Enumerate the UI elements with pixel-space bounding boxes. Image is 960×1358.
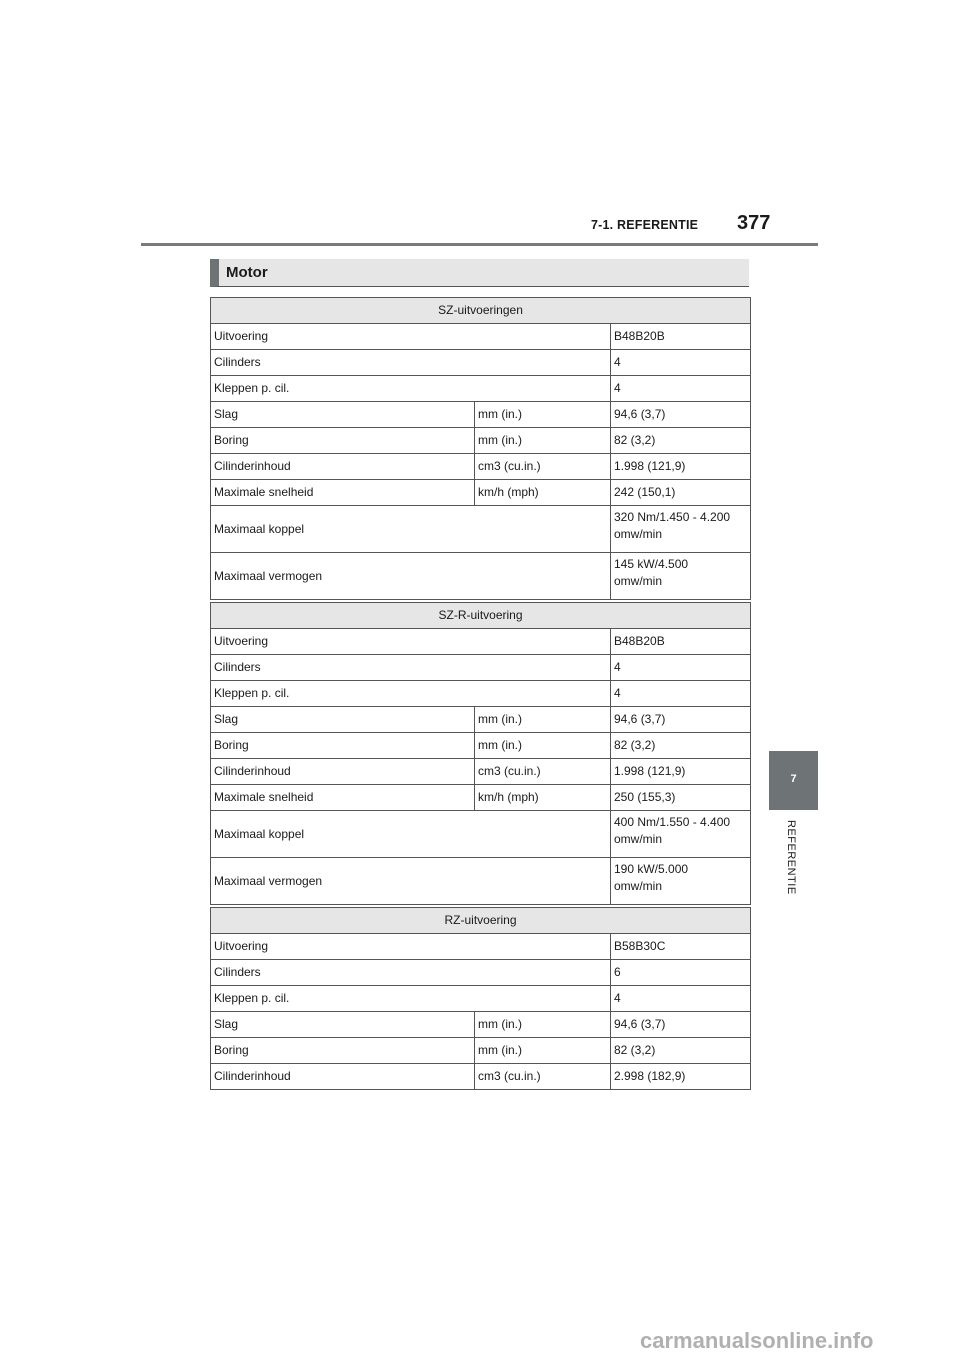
- row-value: 1.998 (121,9): [611, 454, 751, 480]
- table-row: [211, 733, 751, 759]
- row-value: [611, 858, 751, 905]
- row-value: 94,6 (3,7): [611, 402, 751, 428]
- row-label: Kleppen p. cil.: [211, 681, 611, 707]
- table-row: [211, 480, 751, 506]
- table-row: [211, 402, 751, 428]
- row-value: 1.998 (121,9): [611, 759, 751, 785]
- row-value: 4: [611, 655, 751, 681]
- watermark[interactable]: carmanualsonline.info: [640, 1328, 874, 1353]
- row-value: B48B20B: [611, 324, 751, 350]
- table-row: [211, 858, 751, 905]
- value-line-2: omw/min: [614, 574, 663, 588]
- row-label: Cilinderinhoud: [211, 1064, 475, 1090]
- page-number: 377: [737, 212, 771, 234]
- spec-table-sz: [210, 297, 751, 600]
- row-unit: mm (in.): [475, 428, 611, 454]
- table-title: SZ-uitvoeringen: [211, 298, 751, 324]
- table-row: [211, 454, 751, 480]
- table-row: [211, 960, 751, 986]
- chapter-tab[interactable]: 7: [769, 751, 818, 810]
- row-unit: km/h (mph): [475, 480, 611, 506]
- value-line-1: 400 Nm/1.550 - 4.400: [614, 815, 731, 829]
- table-row: [211, 376, 751, 402]
- table-row: [211, 428, 751, 454]
- row-label: Cilinders: [211, 350, 611, 376]
- row-label: Uitvoering: [211, 934, 611, 960]
- row-value: 4: [611, 376, 751, 402]
- row-label: Slag: [211, 707, 475, 733]
- value-line-1: 320 Nm/1.450 - 4.200: [614, 510, 731, 524]
- row-unit: mm (in.): [475, 1038, 611, 1064]
- row-label: Boring: [211, 733, 475, 759]
- table-row: [211, 986, 751, 1012]
- row-label: Kleppen p. cil.: [211, 376, 611, 402]
- section-header: 7-1. REFERENTIE: [591, 218, 699, 232]
- row-value: 94,6 (3,7): [611, 707, 751, 733]
- chapter-label: REFERENTIE: [785, 820, 797, 895]
- table-row: [211, 759, 751, 785]
- value-line-2: omw/min: [614, 527, 663, 541]
- row-value: 94,6 (3,7): [611, 1012, 751, 1038]
- row-label: Uitvoering: [211, 324, 611, 350]
- row-value: 6: [611, 960, 751, 986]
- table-row: [211, 681, 751, 707]
- row-value: 250 (155,3): [611, 785, 751, 811]
- row-value: [611, 553, 751, 600]
- row-value: [611, 811, 751, 858]
- row-label: Cilinderinhoud: [211, 759, 475, 785]
- row-label: Uitvoering: [211, 629, 611, 655]
- row-label: Cilinders: [211, 960, 611, 986]
- row-unit: mm (in.): [475, 1012, 611, 1038]
- table-row: [211, 1064, 751, 1090]
- row-label: Maximaal vermogen: [211, 858, 611, 905]
- table-row: [211, 506, 751, 553]
- table-row: [211, 1038, 751, 1064]
- table-row: [211, 553, 751, 600]
- row-unit: mm (in.): [475, 402, 611, 428]
- row-label: Maximaal koppel: [211, 506, 611, 553]
- table-row: [211, 324, 751, 350]
- spec-table-rz: [210, 907, 751, 1090]
- row-value: 242 (150,1): [611, 480, 751, 506]
- row-label: Boring: [211, 428, 475, 454]
- row-value: 82 (3,2): [611, 428, 751, 454]
- row-value: 4: [611, 681, 751, 707]
- row-label: Slag: [211, 402, 475, 428]
- row-unit: mm (in.): [475, 707, 611, 733]
- row-value: 82 (3,2): [611, 733, 751, 759]
- section-title: Motor: [210, 259, 749, 287]
- row-label: Kleppen p. cil.: [211, 986, 611, 1012]
- table-row: [211, 629, 751, 655]
- table-title: RZ-uitvoering: [211, 908, 751, 934]
- row-label: Maximaal vermogen: [211, 553, 611, 600]
- row-label: Slag: [211, 1012, 475, 1038]
- row-value: 82 (3,2): [611, 1038, 751, 1064]
- row-label: Maximale snelheid: [211, 785, 475, 811]
- row-label: Cilinderinhoud: [211, 454, 475, 480]
- header-divider: [141, 243, 818, 246]
- value-line-2: omw/min: [614, 879, 663, 893]
- value-line-1: 145 kW/4.500: [614, 557, 689, 571]
- value-line-1: 190 kW/5.000: [614, 862, 689, 876]
- row-value: [611, 506, 751, 553]
- table-row: [211, 934, 751, 960]
- table-row: [211, 811, 751, 858]
- table-row: [211, 655, 751, 681]
- row-unit: cm3 (cu.in.): [475, 454, 611, 480]
- table-row: [211, 785, 751, 811]
- row-unit: cm3 (cu.in.): [475, 759, 611, 785]
- spec-table-szr: [210, 602, 751, 905]
- row-label: Boring: [211, 1038, 475, 1064]
- row-label: Maximaal koppel: [211, 811, 611, 858]
- table-row: [211, 350, 751, 376]
- row-value: B48B20B: [611, 629, 751, 655]
- row-value: B58B30C: [611, 934, 751, 960]
- row-unit: mm (in.): [475, 733, 611, 759]
- row-value: 4: [611, 350, 751, 376]
- row-value: 4: [611, 986, 751, 1012]
- row-unit: km/h (mph): [475, 785, 611, 811]
- value-line-2: omw/min: [614, 832, 663, 846]
- table-row: [211, 707, 751, 733]
- row-label: Cilinders: [211, 655, 611, 681]
- row-unit: cm3 (cu.in.): [475, 1064, 611, 1090]
- row-label: Maximale snelheid: [211, 480, 475, 506]
- row-value: 2.998 (182,9): [611, 1064, 751, 1090]
- table-title: SZ-R-uitvoering: [211, 603, 751, 629]
- table-row: [211, 1012, 751, 1038]
